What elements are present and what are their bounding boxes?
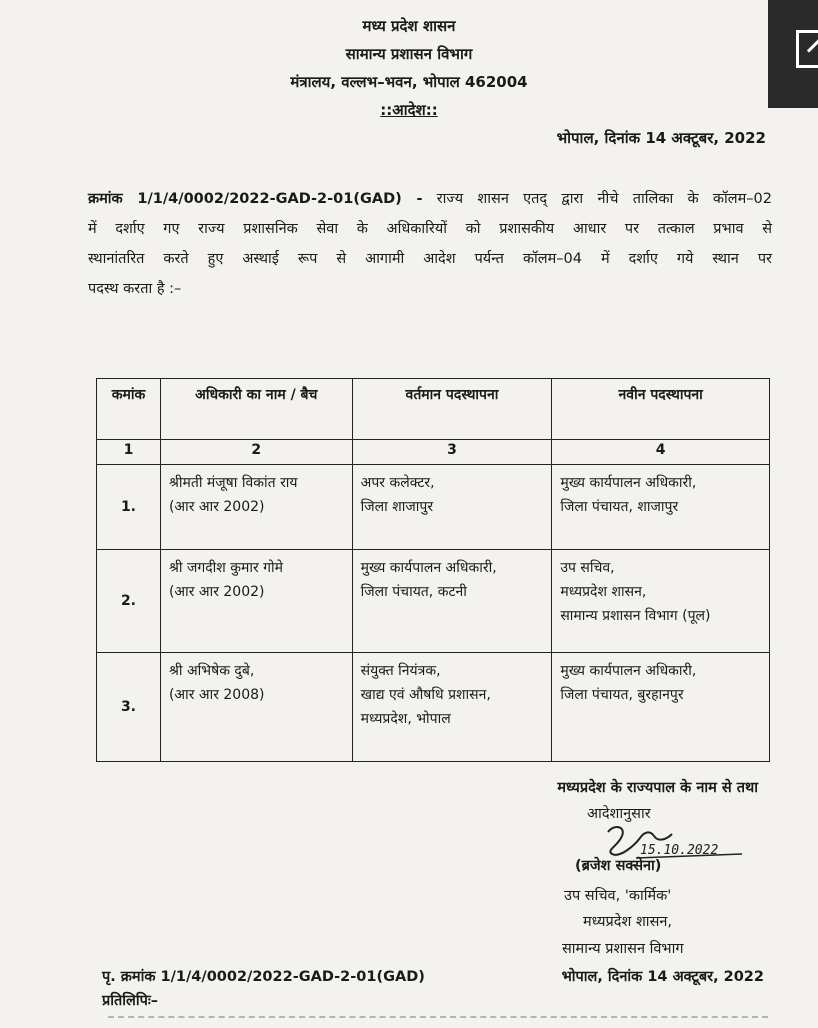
column-number: 3 (352, 440, 552, 465)
posting-line: उप सचिव, (560, 560, 615, 576)
header-current-posting: वर्तमान पदस्थापना (352, 379, 552, 440)
endorsement-reference: पृ. क्रमांक 1/1/4/0002/2022-GAD-2-01(GAD) (102, 969, 425, 985)
paragraph-line-3: स्थानांतरित करते हुए अस्थाई रूप से आगामी आदेश पर्यन्त कॉलम–04 में दर्शाए गये स्थान पर (88, 251, 772, 267)
posting-line: मुख्य कार्यपालन अधिकारी, (360, 560, 497, 576)
signatory-designation: उप सचिव, 'कार्मिक' (564, 888, 672, 904)
order-reference: क्रमांक 1/1/4/0002/2022-GAD-2-01(GAD) - (88, 191, 423, 207)
endorsement-date: भोपाल, दिनांक 14 अक्टूबर, 2022 (561, 969, 764, 985)
row-serial: 3. (97, 653, 161, 762)
column-number: 2 (160, 440, 352, 465)
posting-line: जिला पंचायत, बुरहानपुर (560, 687, 684, 703)
officer-name: श्री अभिषेक दुबे, (168, 663, 255, 679)
header-serial: कमांक (97, 379, 161, 440)
paragraph-line-1 (88, 184, 772, 214)
by-order-line: आदेशानुसार (587, 806, 651, 822)
header-address: मंत्रालय, वल्लभ–भवन, भोपाल 462004 (290, 73, 528, 91)
new-posting-cell (552, 653, 770, 762)
signatory-name: (ब्रजेश सक्सेना) (575, 858, 662, 874)
current-posting-cell (352, 653, 552, 762)
posting-line: जिला शाजापुर (360, 499, 434, 515)
officer-cell (160, 550, 352, 653)
officer-cell (160, 465, 352, 550)
order-title: ::आदेश:: (380, 101, 438, 119)
column-number: 1 (97, 440, 161, 465)
officer-batch: (आर आर 2008) (168, 687, 265, 703)
posting-line: खाद्य एवं औषधि प्रशासन, (360, 687, 491, 703)
posting-line: अपर कलेक्टर, (360, 475, 435, 491)
row-serial: 1. (97, 465, 161, 550)
order-paragraph (88, 184, 772, 304)
table-row (97, 653, 770, 762)
table-header-row (97, 379, 770, 440)
order-date: भोपाल, दिनांक 14 अक्टूबर, 2022 (556, 129, 766, 147)
officer-name: श्रीमती मंजूषा विकांत राय (168, 475, 298, 491)
officer-batch: (आर आर 2002) (168, 499, 265, 515)
header-government: मध्य प्रदेश शासन (362, 17, 456, 35)
current-posting-cell (352, 465, 552, 550)
new-posting-cell (552, 550, 770, 653)
posting-line: मध्यप्रदेश, भोपाल (360, 711, 451, 727)
table-row (97, 465, 770, 550)
transfer-table (96, 378, 770, 762)
header-department: सामान्य प्रशासन विभाग (345, 45, 473, 63)
header-new-posting: नवीन पदस्थापना (552, 379, 770, 440)
new-posting-cell (552, 465, 770, 550)
posting-line: संयुक्त नियंत्रक, (360, 663, 441, 679)
governor-order-line: मध्यप्रदेश के राज्यपाल के नाम से तथा (557, 780, 758, 796)
paragraph-line-1-rest: राज्य शासन एतद् द्वारा नीचे तालिका के कॉलम–02 (422, 191, 772, 207)
signature-date: 15.10.2022 (640, 843, 719, 858)
officer-name: श्री जगदीश कुमार गोमे (168, 560, 284, 576)
paragraph-line-2: में दर्शाए गए राज्य प्रशासनिक सेवा के अधिकारियों को प्रशासकीय आधार पर तत्काल प्रभाव से (88, 221, 772, 237)
table-column-numbers (97, 440, 770, 465)
copy-to-label: प्रतिलिपिः– (102, 993, 159, 1009)
signatory-org-2: सामान्य प्रशासन विभाग (562, 941, 684, 957)
posting-line: मध्यप्रदेश शासन, (560, 584, 647, 600)
posting-line: मुख्य कार्यपालन अधिकारी, (560, 663, 697, 679)
officer-cell (160, 653, 352, 762)
posting-line: सामान्य प्रशासन विभाग (पूल) (560, 608, 711, 624)
cut-off-text-line (108, 1016, 768, 1028)
signatory-org-1: मध्यप्रदेश शासन, (583, 914, 673, 930)
row-serial: 2. (97, 550, 161, 653)
table-row (97, 550, 770, 653)
posting-line: जिला पंचायत, कटनी (360, 584, 467, 600)
paragraph-line-4: पदस्थ करता है :– (88, 281, 182, 297)
column-number: 4 (552, 440, 770, 465)
current-posting-cell (352, 550, 552, 653)
header-officer-name: अधिकारी का नाम / बैच (160, 379, 352, 440)
posting-line: जिला पंचायत, शाजापुर (560, 499, 679, 515)
officer-batch: (आर आर 2002) (168, 584, 265, 600)
posting-line: मुख्य कार्यपालन अधिकारी, (560, 475, 697, 491)
